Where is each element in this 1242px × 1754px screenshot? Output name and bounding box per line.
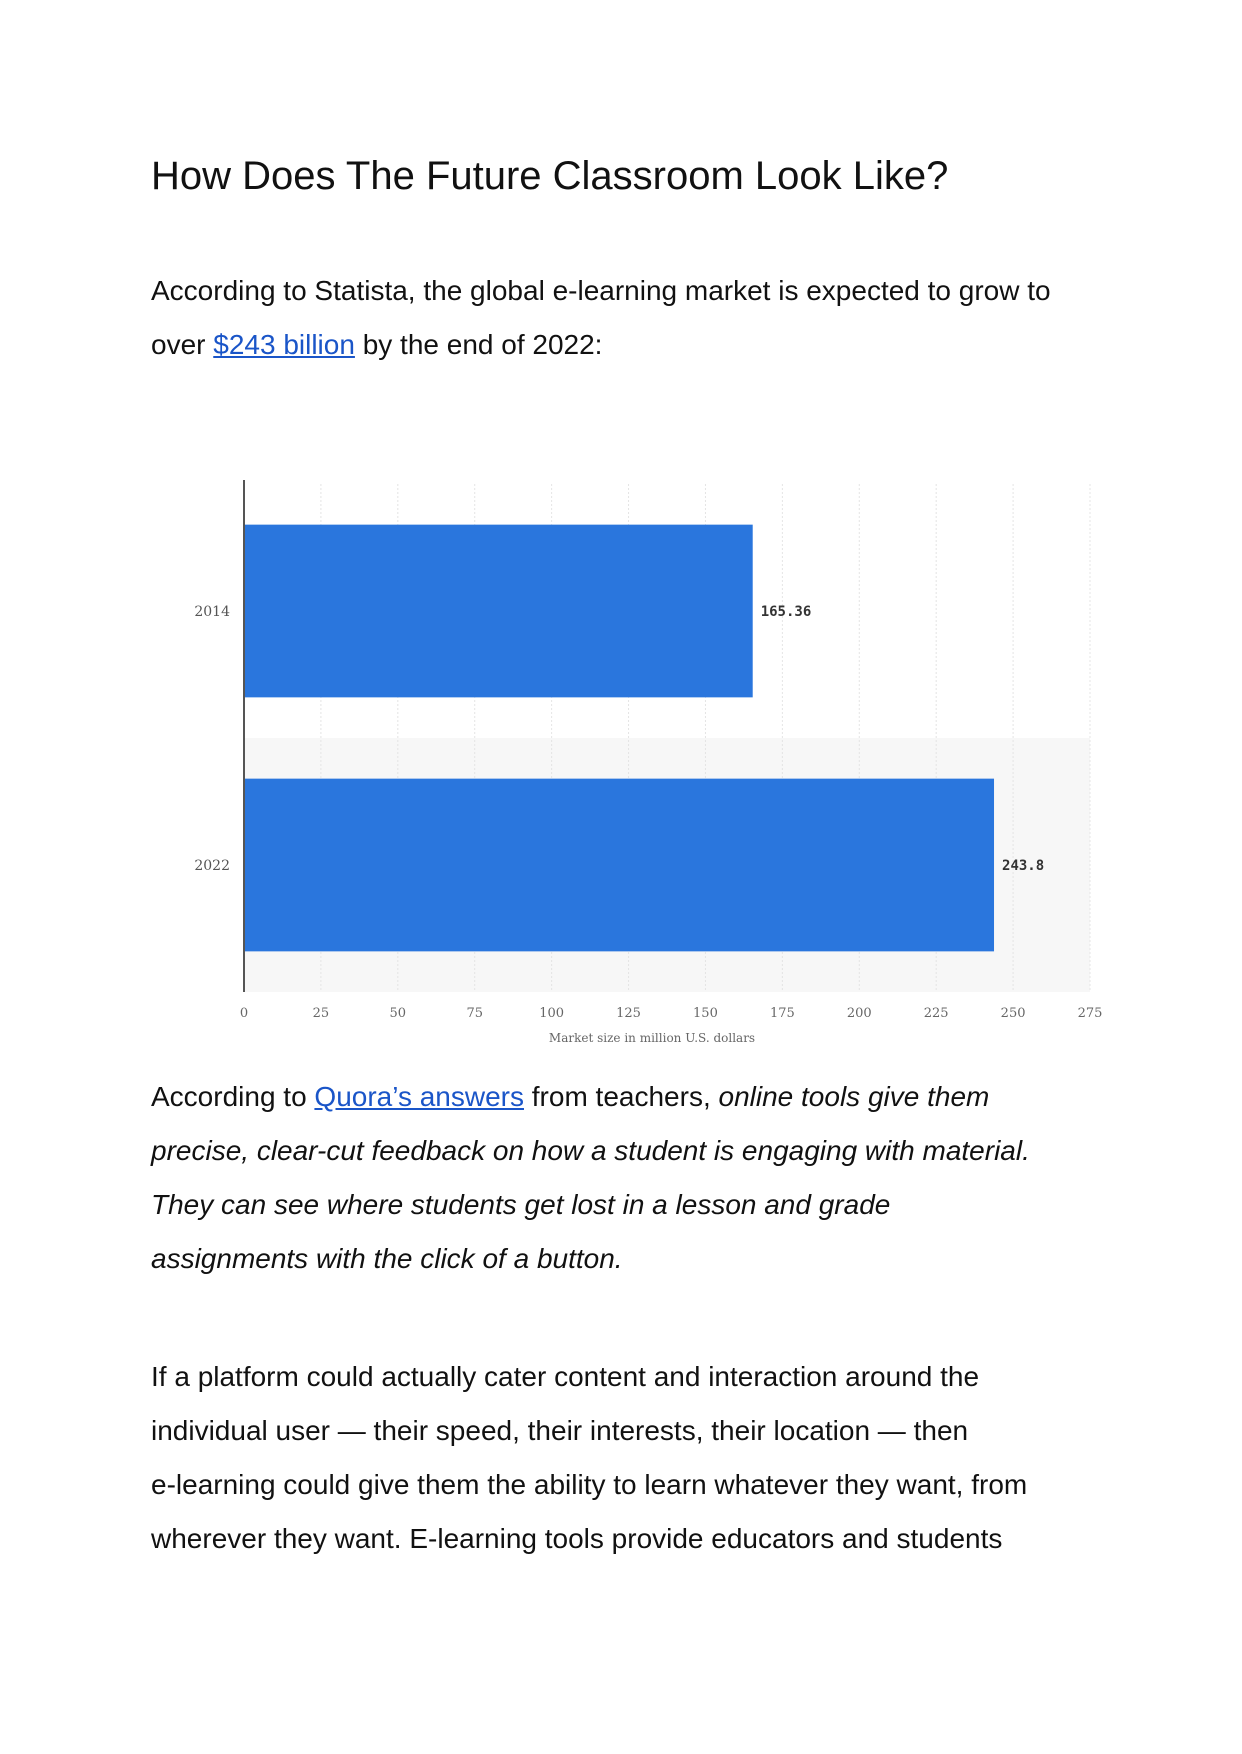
- statista-link[interactable]: $243 billion: [213, 329, 355, 360]
- quora-paragraph: [151, 1070, 1111, 1286]
- bar-2022: [244, 779, 994, 952]
- data-label-2014: 165.36: [760, 604, 812, 620]
- category-label-2022: 2022: [194, 858, 230, 874]
- x-axis-title: Market size in million U.S. dollars: [548, 1031, 756, 1045]
- market-size-chart: [170, 480, 1110, 1050]
- x-tick-label-175: 175: [769, 1006, 795, 1021]
- intro-paragraph: [151, 264, 1111, 372]
- platform-line-c: e-learning could give them the ability to learn whatever they want, from: [151, 1469, 1028, 1500]
- x-tick-label-50: 50: [389, 1006, 407, 1021]
- quora-italic-b: precise, clear-cut feedback on how a student is engaging with material.: [151, 1135, 1030, 1166]
- intro-line-a: According to Statista, the global e-learning market is expected to grow to: [151, 275, 1051, 306]
- quora-italic-a: online tools give them: [718, 1081, 990, 1112]
- quora-italic-d: assignments with the click of a button.: [151, 1243, 623, 1274]
- x-tick-label-100: 100: [539, 1006, 565, 1021]
- x-tick-label-200: 200: [846, 1006, 872, 1021]
- x-tick-label-125: 125: [616, 1006, 641, 1021]
- x-tick-label-75: 75: [466, 1006, 484, 1021]
- bar-chart-svg: [170, 480, 1110, 1050]
- quora-pre-link: According to: [151, 1081, 315, 1112]
- x-tick-label-0: 0: [239, 1006, 249, 1021]
- platform-line-a: If a platform could actually cater content and interaction around the: [151, 1361, 980, 1392]
- x-tick-label-25: 25: [312, 1006, 330, 1021]
- bar-2014: [244, 525, 753, 698]
- quora-mid: from teachers,: [524, 1081, 719, 1112]
- intro-post-link: by the end of 2022:: [354, 329, 603, 360]
- platform-line-b: individual user — their speed, their interests, their location — then: [151, 1415, 969, 1446]
- x-tick-label-250: 250: [1000, 1006, 1026, 1021]
- page-title: How Does The Future Classroom Look Like?: [151, 154, 949, 198]
- platform-paragraph: [151, 1350, 1111, 1566]
- x-tick-label-150: 150: [693, 1006, 718, 1021]
- category-label-2014: 2014: [194, 604, 230, 620]
- platform-line-d: wherever they want. E-learning tools provide educators and students: [151, 1523, 1003, 1554]
- x-tick-label-275: 275: [1077, 1006, 1103, 1021]
- quora-link[interactable]: Quora’s answers: [314, 1081, 524, 1112]
- data-label-2022: 243.8: [1002, 858, 1045, 874]
- x-tick-label-225: 225: [923, 1006, 949, 1021]
- quora-italic-c: They can see where students get lost in a lesson and grade: [151, 1189, 891, 1220]
- intro-pre-link: over: [151, 329, 214, 360]
